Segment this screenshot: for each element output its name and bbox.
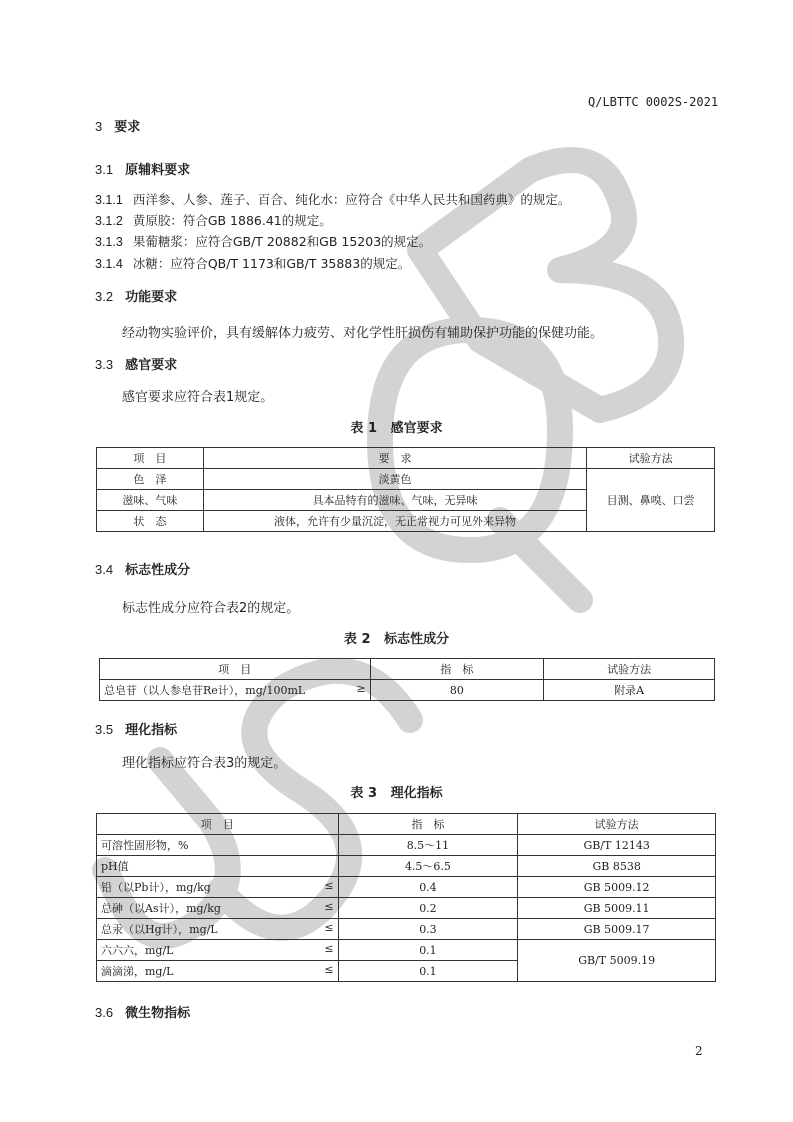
requirement-cell: 液体，允许有少量沉淀，无正常视力可见外来异物: [203, 511, 586, 532]
header-cell: 要 求: [203, 448, 586, 469]
section-3-4-heading: [95, 559, 190, 578]
section-number: 3.3: [95, 357, 114, 372]
requirement-cell: 淡黄色: [203, 469, 586, 490]
clause-3-1-4: [95, 254, 410, 272]
table-row: [97, 856, 716, 877]
item-text: 滴滴涕，mg/L: [101, 965, 174, 978]
clause-text: 黄原胶：符合GB 1886.41的规定。: [132, 213, 332, 228]
operator: ≥: [356, 682, 366, 695]
table-row: [100, 680, 715, 701]
method-cell: 目测、鼻嗅、口尝: [587, 469, 715, 532]
item-text: 可溶性固形物，%: [101, 839, 189, 852]
item-cell: 滋味、气味: [97, 490, 204, 511]
item-text: pH值: [101, 860, 129, 873]
method-cell: GB/T 12143: [518, 835, 716, 856]
section-3-heading: [95, 116, 140, 135]
section-number: 3.4: [95, 562, 114, 577]
table-2-marker-components: [99, 658, 715, 701]
section-number: 3.2: [95, 289, 114, 304]
operator: ≤: [324, 942, 334, 955]
value-cell: 4.5～6.5: [338, 856, 518, 877]
item-text: 六六六，mg/L: [101, 944, 174, 957]
method-cell: 附录A: [544, 680, 715, 701]
table-row: [97, 940, 716, 961]
table-3-physicochemical: [96, 813, 716, 982]
section-3-2-heading: [95, 286, 177, 305]
item-cell: [97, 961, 339, 982]
section-3-5-heading: [95, 719, 177, 738]
section-number: 3.6: [95, 1005, 114, 1020]
clause-number: 3.1.2: [95, 214, 123, 228]
operator: ≤: [324, 963, 334, 976]
table-3-caption: 表 3 理化指标: [350, 786, 443, 801]
method-cell: GB 5009.12: [518, 877, 716, 898]
section-title: 理化指标: [125, 723, 178, 738]
method-cell: GB 5009.17: [518, 919, 716, 940]
item-text: 总皂苷（以人参皂苷Re计），mg/100mL: [104, 684, 306, 697]
section-number: 3.5: [95, 722, 114, 737]
clause-text: 西洋参、人参、莲子、百合、纯化水：应符合《中华人民共和国药典》的规定。: [132, 192, 571, 207]
clause-text: 果葡糖浆：应符合GB/T 20882和GB 15203的规定。: [132, 234, 432, 249]
item-cell: [97, 919, 339, 940]
header-cell: 试验方法: [518, 814, 716, 835]
value-cell: 0.4: [338, 877, 518, 898]
header-cell: 试验方法: [544, 659, 715, 680]
header-cell: 项 目: [97, 448, 204, 469]
table-1-sensory: [96, 447, 715, 532]
value-cell: 0.3: [338, 919, 518, 940]
table-row: [97, 898, 716, 919]
item-text: 铅（以Pb计），mg/kg: [101, 881, 211, 894]
value-cell: 0.1: [338, 961, 518, 982]
method-cell: GB 8538: [518, 856, 716, 877]
item-cell: [97, 898, 339, 919]
section-3-3-body: 感官要求应符合表1规定。: [122, 390, 274, 405]
section-3-4-body: 标志性成分应符合表2的规定。: [122, 601, 300, 616]
value-cell: 8.5～11: [338, 835, 518, 856]
item-cell: [97, 877, 339, 898]
section-number: 3: [95, 119, 103, 134]
section-title: 功能要求: [125, 290, 178, 305]
table-row: [97, 469, 715, 490]
clause-3-1-1: [95, 190, 570, 208]
table-row: [97, 877, 716, 898]
clause-3-1-3: [95, 232, 431, 250]
clause-number: 3.1.1: [95, 193, 123, 207]
section-number: 3.1: [95, 162, 114, 177]
table-header-row: [100, 659, 715, 680]
header-cell: 试验方法: [587, 448, 715, 469]
header-cell: 指 标: [370, 659, 544, 680]
section-title: 感官要求: [125, 358, 178, 373]
section-title: 微生物指标: [125, 1006, 191, 1021]
header-cell: 项 目: [97, 814, 339, 835]
operator: ≤: [324, 900, 334, 913]
table-header-row: [97, 814, 716, 835]
table-2-caption: 表 2 标志性成分: [343, 632, 450, 647]
item-text: 总砷（以As计），mg/kg: [101, 902, 221, 915]
item-cell: [100, 680, 371, 701]
clause-text: 冰糖：应符合QB/T 1173和GB/T 35883的规定。: [132, 256, 411, 271]
section-3-2-body: 经动物实验评价，具有缓解体力疲劳、对化学性肝损伤有辅助保护功能的保健功能。: [122, 326, 604, 341]
clause-3-1-2: [95, 211, 332, 229]
item-cell: 状 态: [97, 511, 204, 532]
header-cell: 项 目: [100, 659, 371, 680]
operator: ≤: [324, 921, 334, 934]
method-cell: GB/T 5009.19: [518, 940, 716, 982]
document-code: Q/LBTTC 0002S-2021: [588, 95, 719, 109]
operator: ≤: [324, 879, 334, 892]
section-title: 要求: [114, 120, 141, 135]
value-cell: 80: [370, 680, 544, 701]
table-row: [97, 835, 716, 856]
table-1-caption: 表 1 感官要求: [350, 421, 443, 436]
item-cell: 色 泽: [97, 469, 204, 490]
table-row: [97, 919, 716, 940]
item-cell: [97, 940, 339, 961]
header-cell: 指 标: [338, 814, 518, 835]
section-title: 原辅料要求: [125, 163, 191, 178]
value-cell: 0.1: [338, 940, 518, 961]
item-cell: [97, 835, 339, 856]
section-3-1-heading: [95, 159, 190, 178]
value-cell: 0.2: [338, 898, 518, 919]
clause-number: 3.1.3: [95, 235, 123, 249]
section-3-6-heading: [95, 1002, 190, 1021]
item-text: 总汞（以Hg计），mg/L: [101, 923, 218, 936]
page-number: 2: [695, 1044, 703, 1058]
method-cell: GB 5009.11: [518, 898, 716, 919]
section-3-5-body: 理化指标应符合表3的规定。: [122, 756, 287, 771]
section-title: 标志性成分: [125, 563, 191, 578]
clause-number: 3.1.4: [95, 257, 123, 271]
item-cell: [97, 856, 339, 877]
table-header-row: [97, 448, 715, 469]
requirement-cell: 具本品特有的滋味、气味，无异味: [203, 490, 586, 511]
section-3-3-heading: [95, 354, 177, 373]
